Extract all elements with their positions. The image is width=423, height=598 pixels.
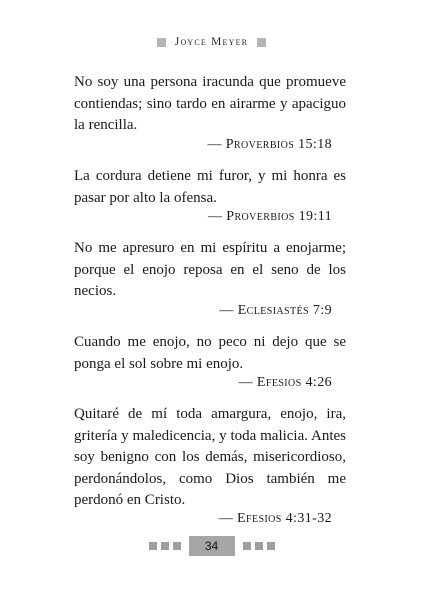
header-author: Joyce Meyer bbox=[174, 36, 249, 48]
running-header bbox=[0, 36, 423, 48]
header-left-square-icon bbox=[157, 38, 166, 47]
page-number: 34 bbox=[189, 536, 235, 556]
passage-citation: — Efesios 4:31-32 bbox=[218, 511, 332, 526]
passage-text: Cuando me enojo, no peco ni dejo que se ponga el sol sobre mi enojo. bbox=[74, 334, 346, 372]
passage-citation: — Proverbios 15:18 bbox=[207, 137, 332, 152]
passage-text: Quitaré de mí toda amargura, enojo, ira, gritería y maledicencia, y toda malicia. Antes soy benigno con los demás, misericordioso, perdonándolos, como Dios también me perdonó en Cristo. bbox=[74, 406, 346, 508]
page-footer bbox=[0, 536, 423, 556]
passage-citation: — Proverbios 19:11 bbox=[207, 209, 332, 224]
footer-square-icon bbox=[243, 542, 251, 550]
footer-square-icon bbox=[149, 542, 157, 550]
passage-citation: — Efesios 4:26 bbox=[238, 375, 332, 390]
footer-square-icon bbox=[161, 542, 169, 550]
passage-text: No me apresuro en mi espíritu a enojarme; porque el enojo reposa en el seno de los necios. bbox=[74, 240, 346, 299]
footer-square-icon bbox=[173, 542, 181, 550]
header-right-square-icon bbox=[257, 38, 266, 47]
footer-square-icon bbox=[267, 542, 275, 550]
footer-square-icon bbox=[255, 542, 263, 550]
passage-text: La cordura detiene mi furor, y mi honra es pasar por alto la ofensa. bbox=[74, 168, 346, 206]
passage-text: No soy una persona iracunda que promueve contiendas; sino tardo en airarme y apaciguo la rencilla. bbox=[74, 74, 346, 133]
passage-citation: — Eclesiastés 7:9 bbox=[219, 303, 332, 318]
